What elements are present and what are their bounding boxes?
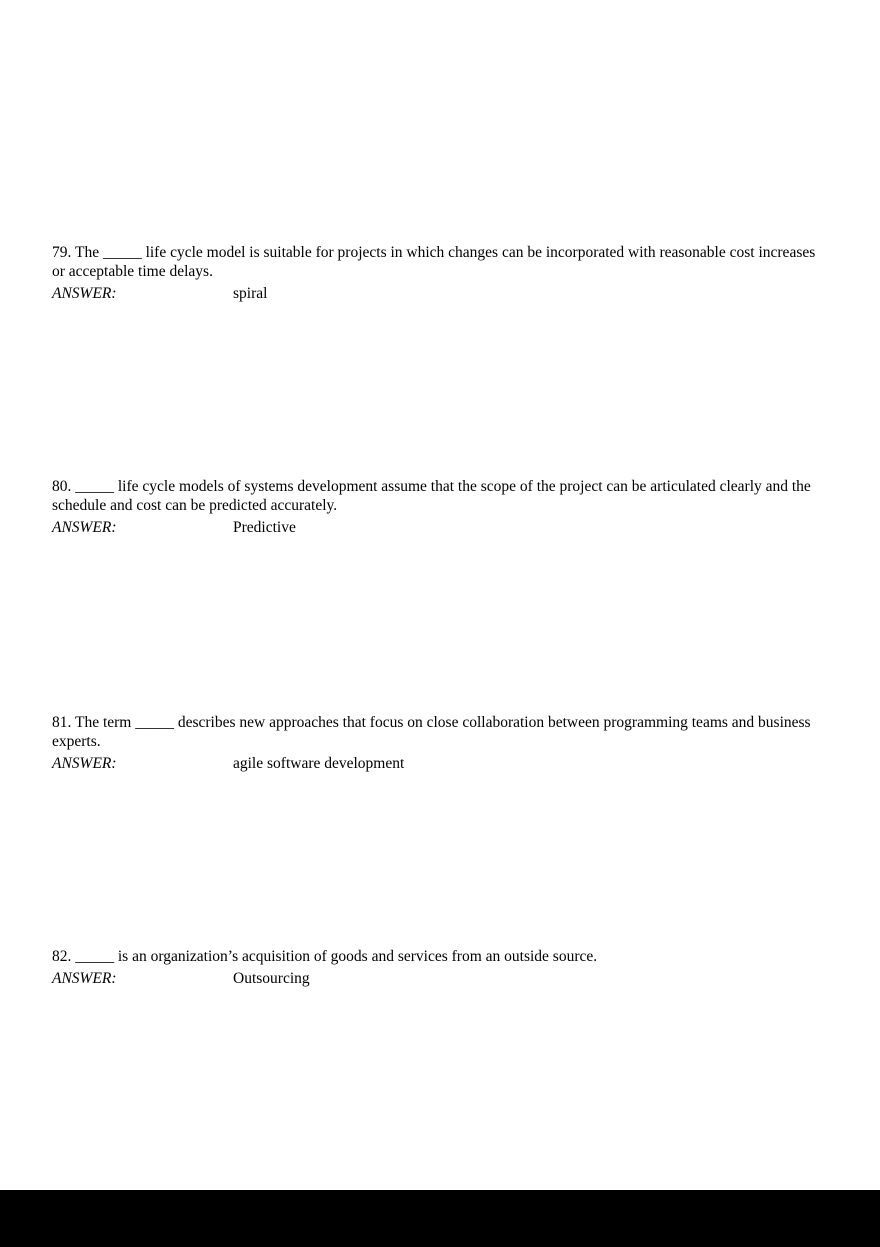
answer-value: Predictive [233,519,296,536]
answer-value: agile software development [233,755,405,772]
answer-value: spiral [233,285,268,302]
question-block-80 [52,477,830,537]
answer-label: ANSWER: [52,970,117,987]
answer-row [52,969,830,988]
question-text: 81. The term _____ describes new approaches that focus on close collaboration between programming teams and business experts. [52,714,811,750]
question-block-79 [52,243,830,303]
answer-value: Outsourcing [233,970,310,987]
question-text: 80. _____ life cycle models of systems development assume that the scope of the project can be articulated clearly and the schedule and cost can be predicted accurately. [52,478,811,514]
answer-label: ANSWER: [52,755,117,772]
answer-row [52,518,830,537]
answer-label: ANSWER: [52,519,117,536]
answer-label: ANSWER: [52,285,117,302]
answer-row [52,754,830,773]
question-text: 79. The _____ life cycle model is suitable for projects in which changes can be incorporated with reasonable cost increases or acceptable time delays. [52,244,816,280]
question-block-81 [52,713,830,773]
question-block-82 [52,947,830,988]
answer-row [52,284,830,303]
question-text: 82. _____ is an organization’s acquisition of goods and services from an outside source. [52,948,598,965]
